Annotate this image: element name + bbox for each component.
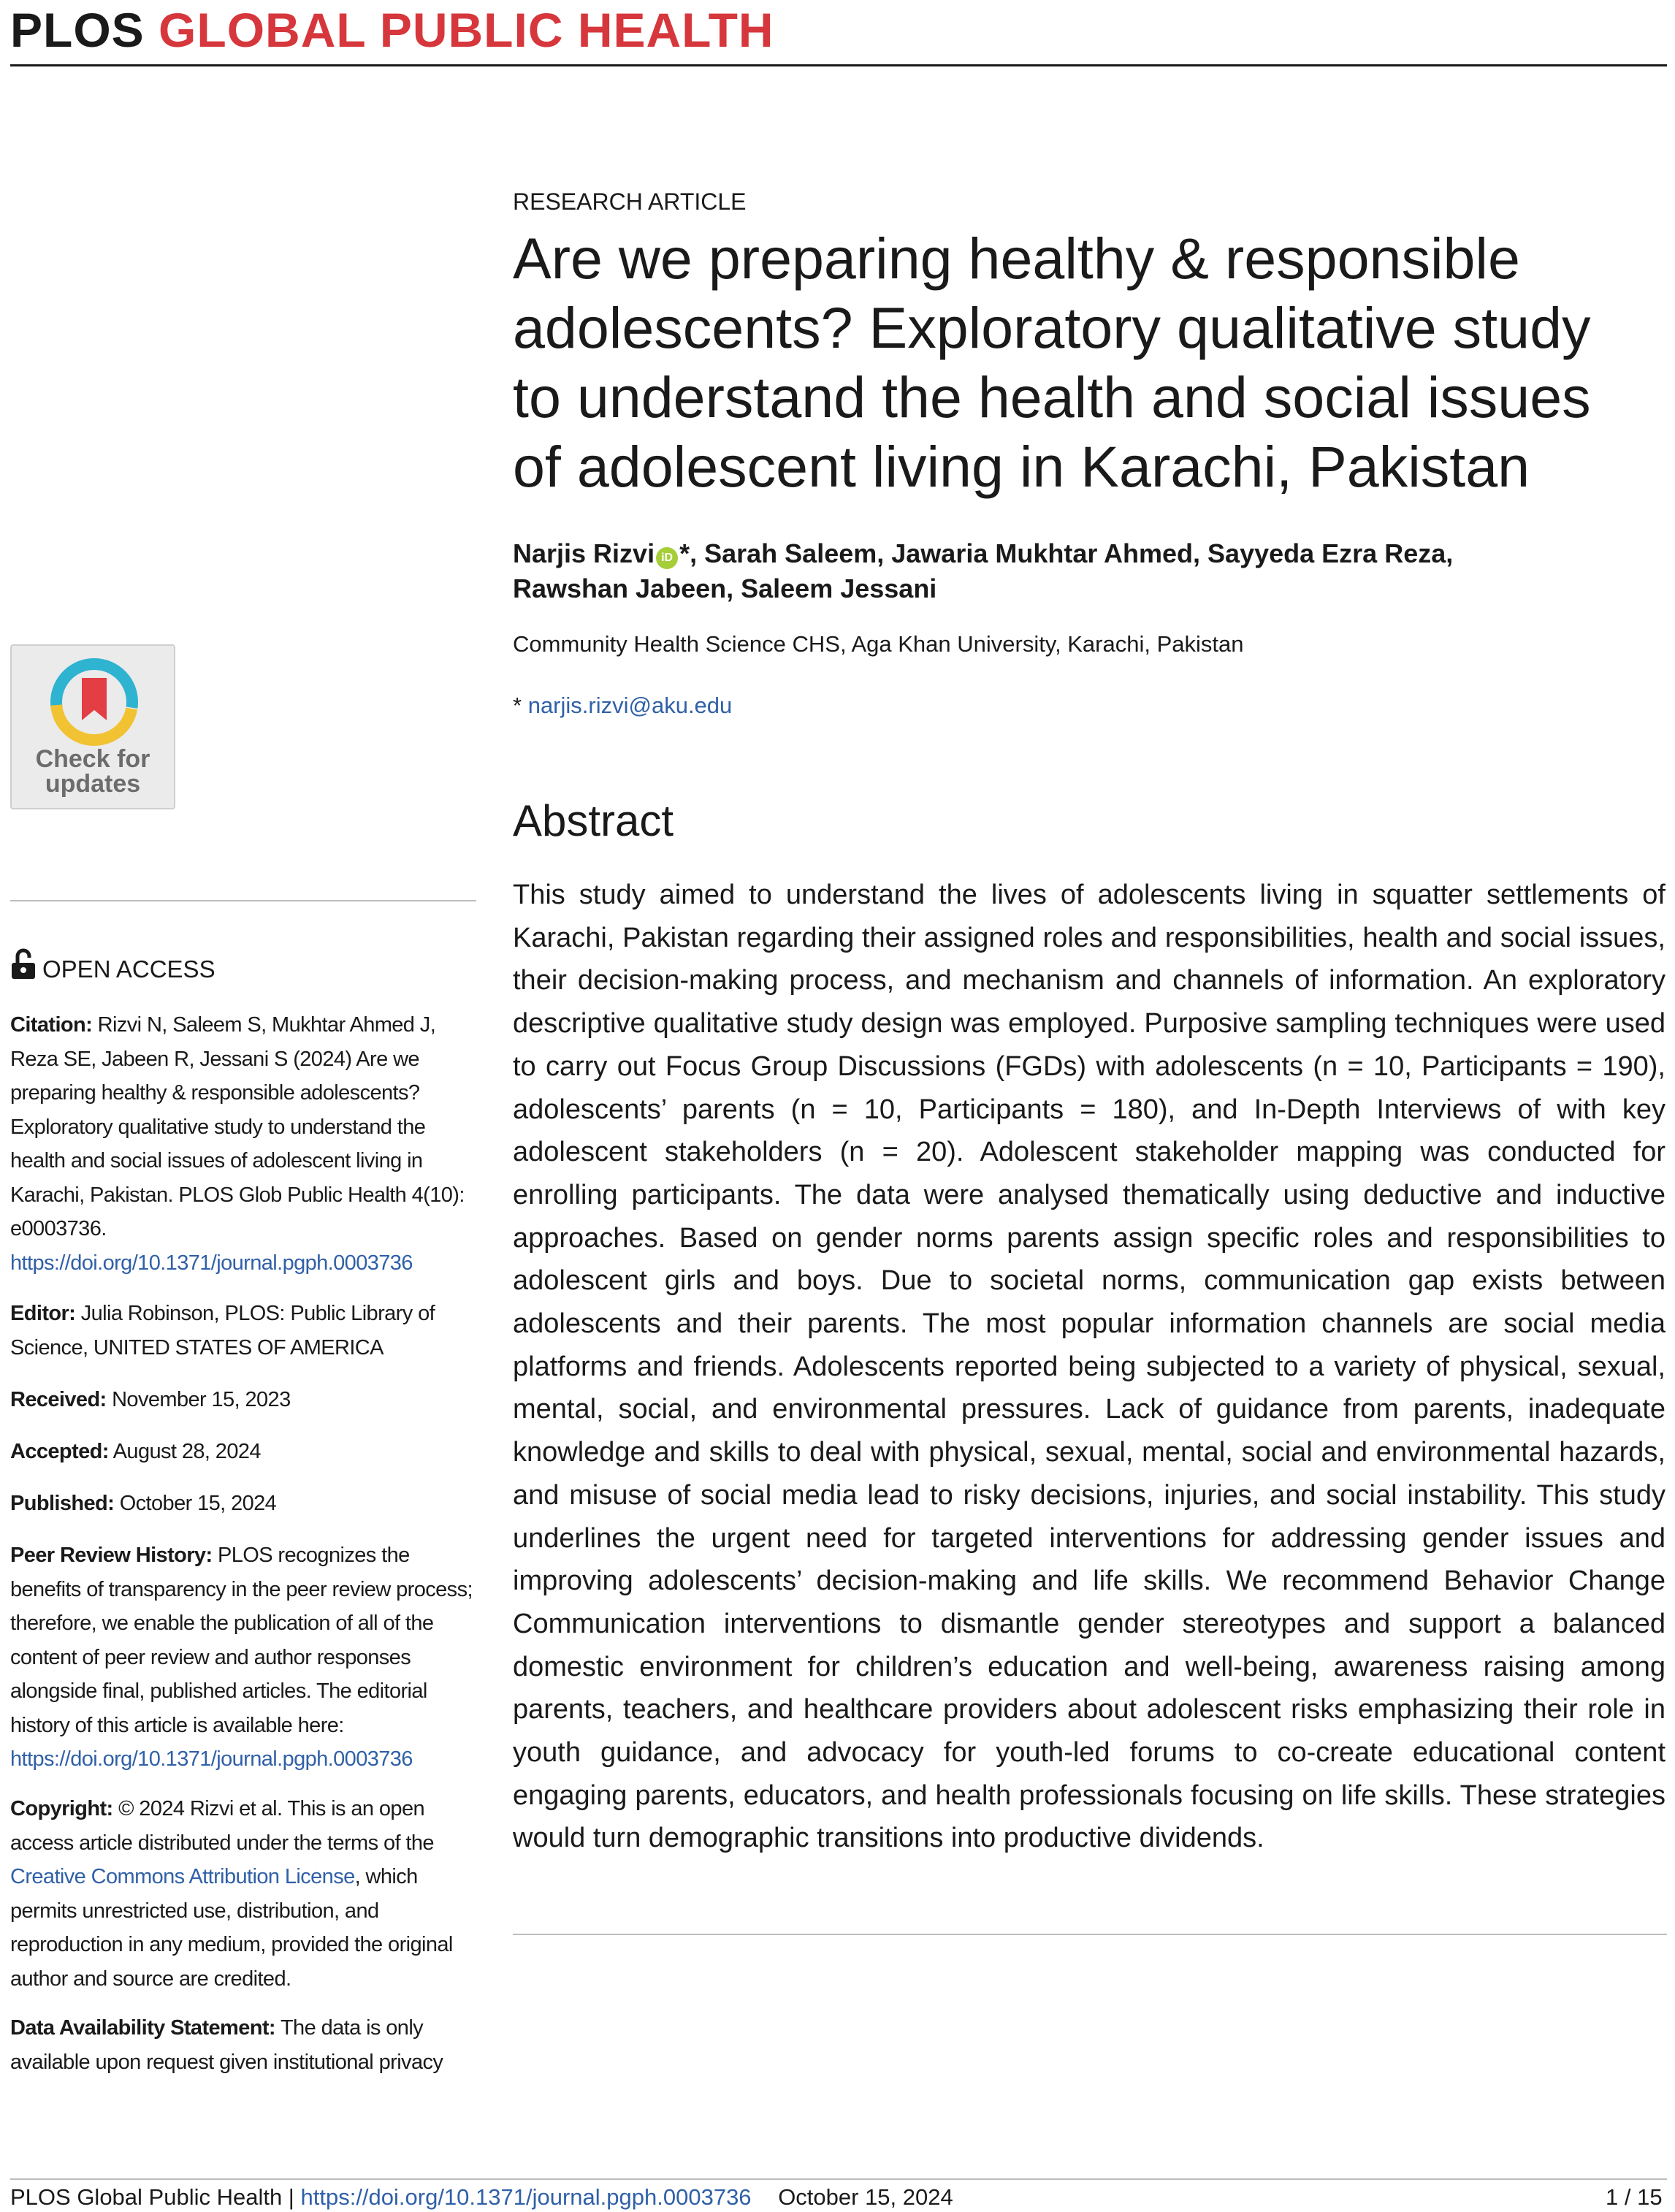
citation-label: Citation:: [10, 1013, 93, 1037]
accepted-value: August 28, 2024: [112, 1440, 261, 1463]
peer-review-label: Peer Review History:: [10, 1544, 213, 1567]
accepted-label: Accepted:: [10, 1440, 109, 1463]
editor-text: Julia Robinson, PLOS: Public Library of Science, UNITED STATES OF AMERICA: [10, 1302, 435, 1359]
open-access-label: OPEN ACCESS: [42, 956, 215, 983]
corresponding-author: [513, 691, 732, 720]
open-lock-icon: [10, 948, 37, 980]
corresp-email-link[interactable]: narjis.rizvi@aku.edu: [527, 693, 733, 718]
footer: [10, 2183, 953, 2212]
header-rule: [10, 64, 1667, 66]
footer-rule: [10, 2178, 1667, 2180]
check-for-updates-badge[interactable]: [10, 644, 175, 809]
editor: [10, 1297, 479, 1365]
published-label: Published:: [10, 1492, 115, 1515]
data-label: Data Availability Statement:: [10, 2016, 275, 2040]
check-updates-label: [12, 747, 174, 796]
journal-plos: PLOS: [10, 3, 145, 57]
footer-date: October 15, 2024: [778, 2184, 953, 2210]
corresp-star: *: [513, 693, 522, 718]
other-authors-line2: Rawshan Jabeen, Saleem Jessani: [513, 573, 937, 603]
abstract-heading: Abstract: [513, 796, 674, 845]
journal-name: GLOBAL PUBLIC HEALTH: [159, 3, 774, 57]
author-list: [513, 536, 1638, 606]
peer-review-link[interactable]: https://doi.org/10.1371/journal.pgph.0003736: [10, 1747, 413, 1771]
first-author[interactable]: Narjis Rizvi: [513, 538, 655, 568]
footer-doi-link[interactable]: https://doi.org/10.1371/journal.pgph.0003736: [300, 2184, 752, 2210]
open-access: [10, 948, 215, 985]
check-updates-line1: Check for: [35, 745, 150, 773]
data-text: The data is only available upon request given institutional privacy: [10, 2016, 443, 2074]
footer-journal: PLOS Global Public Health |: [10, 2184, 294, 2210]
peer-review-text: PLOS recognizes the benefits of transparency in the peer review process; therefore, we enable the publication of all of the content of peer review and author responses alongside final, published articles. The editorial history of this article is available here:: [10, 1544, 473, 1737]
copyright-label: Copyright:: [10, 1797, 113, 1820]
copyright-text2: , which permits unrestricted use, distribution, and reproduction in any medium, provided the original author and source are credited.: [10, 1865, 453, 1991]
received-value: November 15, 2023: [112, 1388, 291, 1411]
citation-text: Rizvi N, Saleem S, Mukhtar Ahmed J, Reza SE, Jabeen R, Jessani S (2024) Are we preparing healthy & responsible adolescents? Exploratory qualitative study to understand the health and social issues of adolescent living in Karachi, Pakistan. PLOS Glob Public Health 4(10): e0003736.: [10, 1013, 465, 1240]
peer-review-history: [10, 1538, 479, 1777]
published-value: October 15, 2024: [119, 1492, 277, 1515]
check-updates-line2: updates: [45, 770, 141, 798]
abstract-body: This study aimed to understand the lives of adolescents living in squatter settlements of Karachi, Pakistan regarding their assigned roles and responsibilities, health and social issues, their decision-making process, and mechanism and channels of information. An exploratory descriptive qualitative study design was employed. Purposive sampling techniques were used to carry out Focus Group Discussions (FGDs) with adolescents (n = 10, Participants = 190), adolescents’ parents (n = 10, Participants = 180), and In-Depth Interviews of with key adolescent stakeholders (n = 20). Adolescent stakeholder mapping was conducted for enrolling participants. The data were analysed thematically using deductive and inductive approaches. Based on gender norms parents assign specific roles and responsibilities to adolescent girls and boys. Due to societal norms, communication gap exists between adolescents and their parents. The most popular information channels are social media platforms and friends. Adolescents reported being subjected to a variety of physical, sexual, mental, social, and environmental pressures. Lack of guidance from parents, inadequate knowledge and skills to deal with physical, sexual, mental, social and environmental hazards, and misuse of social media lead to risky decisions, injuries, and social instability. This study underlines the urgent need for targeted interventions for addressing gender issues and improving adolescents’ decision-making and life skills. We recommend Behavior Change Communication interventions to dismantle gender stereotypes and support a balanced domestic environment for children’s education and well-being, awareness raising among parents, teachers, and healthcare providers about adolescent risks emphasizing their role in youth guidance, and advocacy for youth-led forums to co-create educational content engaging parents, educators, and health professionals focusing on life skills. These strategies would turn demographic transitions into productive dividends.: [513, 880, 1666, 1854]
other-authors-line1: *, Sarah Saleem, Jawaria Mukhtar Ahmed, Sayyeda Ezra Reza,: [679, 538, 1454, 568]
copyright-text1: © 2024 Rizvi et al. This is an open access article distributed under the terms of the: [10, 1797, 434, 1855]
citation: [10, 1008, 479, 1280]
received-date: [10, 1383, 479, 1417]
crossmark-icon: [48, 656, 140, 748]
affiliation: Community Health Science CHS, Aga Khan University, Karachi, Pakistan: [513, 631, 1244, 657]
received-label: Received:: [10, 1388, 107, 1411]
article-type: RESEARCH ARTICLE: [513, 188, 747, 215]
journal-header: [10, 1, 774, 58]
data-availability: [10, 2011, 479, 2079]
published-date: [10, 1487, 479, 1521]
sidebar-rule: [10, 900, 476, 901]
abstract-rule: [513, 1934, 1667, 1935]
article-title: Are we preparing healthy & responsible adolescents? Exploratory qualitative study to understand the health and social issues of adolescent living in Karachi, Pakistan: [513, 226, 1591, 499]
editor-label: Editor:: [10, 1302, 76, 1325]
license-link[interactable]: Creative Commons Attribution License: [10, 1865, 355, 1888]
citation-doi-link[interactable]: https://doi.org/10.1371/journal.pgph.0003736: [10, 1251, 413, 1275]
page-number: 1 / 15: [1606, 2184, 1663, 2210]
orcid-icon[interactable]: iD: [656, 547, 678, 569]
copyright: [10, 1792, 479, 1996]
accepted-date: [10, 1435, 479, 1469]
